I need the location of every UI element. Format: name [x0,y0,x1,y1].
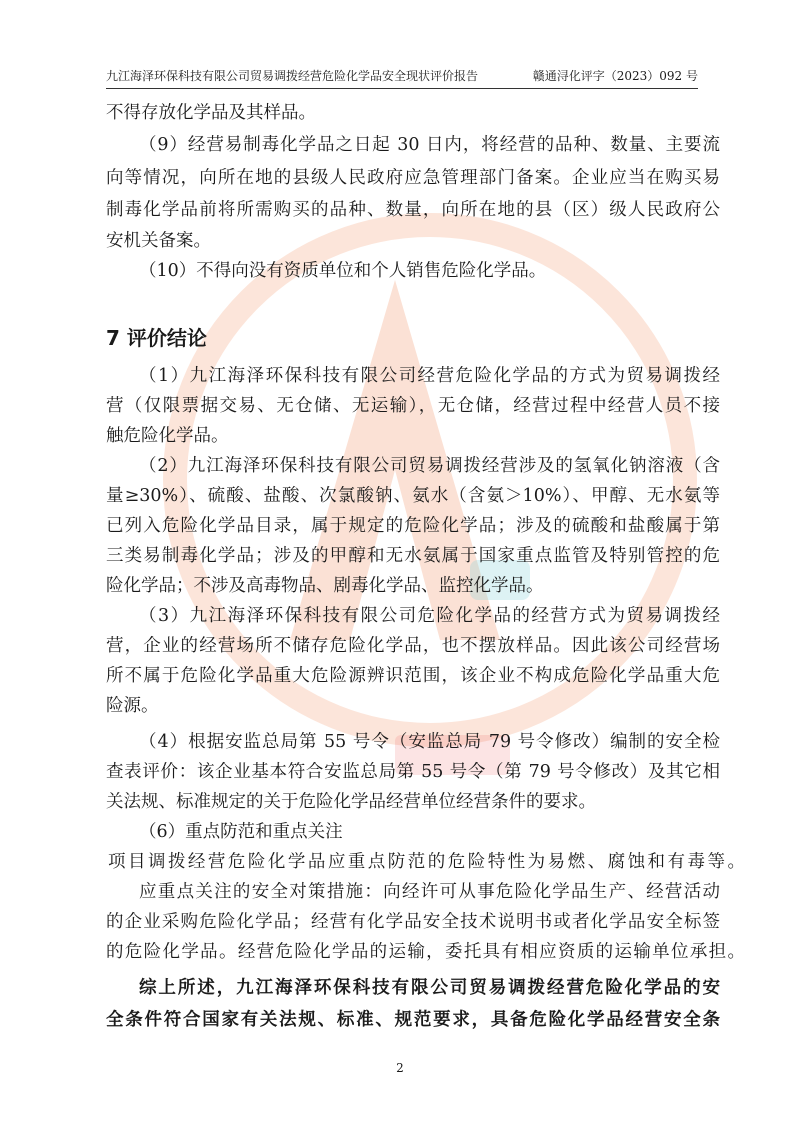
text-line: 向等情况，向所在地的县级人民政府应急管理部门备案。企业应当在购买易 [106,168,720,188]
text-line: 项目调拨经营危险化学品应重点防范的危险特性为易燃、腐蚀和有毒等。 [108,852,745,872]
text-line: （10）不得向没有资质单位和个人销售危险化学品。 [139,261,547,281]
text-line: 已列入危险化学品目录，属于规定的危险化学品；涉及的硫酸和盐酸属于第 [106,516,720,536]
text-line: （6）重点防范和重点关注 [139,822,343,842]
text-line: 应重点关注的安全对策措施：向经许可从事危险化学品生产、经营活动 [139,882,720,902]
conclusion-line: 综上所述，九江海泽环保科技有限公司贸易调拨经营危险化学品的安 [139,978,720,998]
text-line: 关法规、标准规定的关于危险化学品经营单位经营条件的要求。 [106,792,596,812]
text-line: 不得存放化学品及其样品。 [106,103,316,123]
text-line: 的企业采购危险化学品；经营有化学品安全技术说明书或者化学品安全标签 [106,912,720,932]
text-line: （3）九江海泽环保科技有限公司危险化学品的经营方式为贸易调拨经 [139,606,720,626]
text-line: （4）根据安监总局第 55 号令（安监总局 79 号令修改）编制的安全检 [139,732,720,752]
text-line: 查表评价：该企业基本符合安监总局第 55 号令（第 79 号令修改）及其它相 [106,762,720,782]
text-line: 三类易制毒化学品；涉及的甲醇和无水氨属于国家重点监管及特别管控的危 [106,546,720,566]
text-line: 险化学品；不涉及高毒物品、剧毒化学品、监控化学品。 [106,576,544,596]
header-doc-number: 赣通浔化评字（2023）092 号 [532,69,698,83]
conclusion-line: 全条件符合国家有关法规、标准、规范要求，具备危险化学品经营安全条 [106,1010,720,1030]
section-heading: 7 评价结论 [106,326,207,350]
text-line: 险源。 [106,696,159,716]
text-line: 所不属于危险化学品重大危险源辨识范围，该企业不构成危险化学品重大危 [106,666,720,686]
text-line: 制毒化学品前将所需购买的品种、数量，向所在地的县（区）级人民政府公 [106,200,720,220]
text-line: （2）九江海泽环保科技有限公司贸易调拨经营涉及的氢氧化钠溶液（含 [139,456,720,476]
text-line: （9）经营易制毒化学品之日起 30 日内，将经营的品种、数量、主要流 [139,135,720,155]
text-line: （1）九江海泽环保科技有限公司经营危险化学品的方式为贸易调拨经 [139,366,720,386]
text-line: 的危险化学品。经营危险化学品的运输，委托具有相应资质的运输单位承担。 [106,942,745,962]
text-line: 触危险化学品。 [106,426,229,446]
text-line: 营，企业的经营场所不储存危险化学品，也不摆放样品。因此该公司经营场 [106,636,720,656]
page-header [106,66,698,89]
page-number: 2 [396,1061,404,1075]
text-line: 营（仅限票据交易、无仓储、无运输），无仓储，经营过程中经营人员不接 [106,396,720,416]
text-line: 量≥30%）、硫酸、盐酸、次氯酸钠、氨水（含氨＞10%）、甲醇、无水氨等 [106,486,720,506]
header-title: 九江海泽环保科技有限公司贸易调拨经营危险化学品安全现状评价报告 [106,69,479,83]
text-line: 安机关备案。 [106,231,211,251]
